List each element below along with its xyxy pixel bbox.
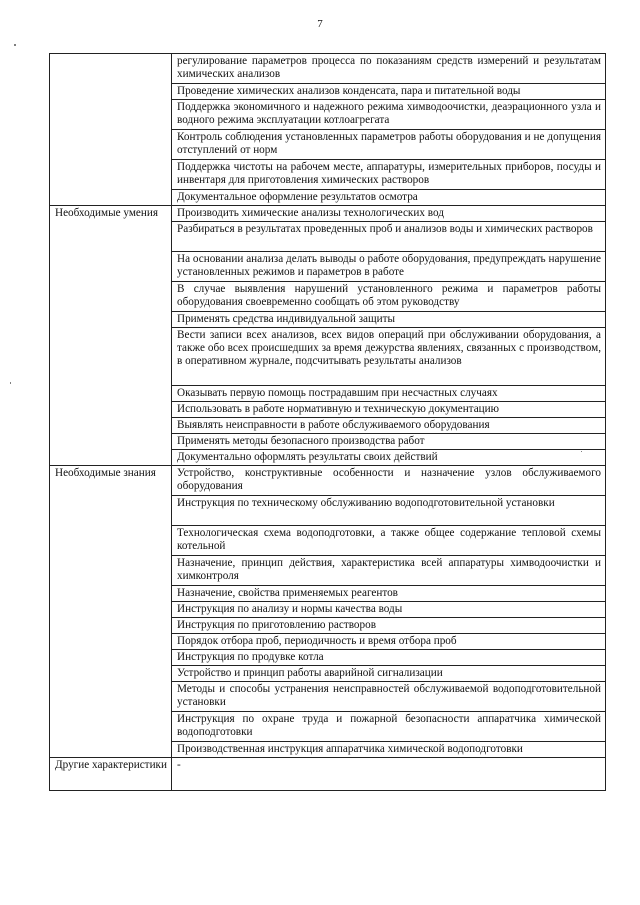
scan-speck xyxy=(10,382,11,384)
scan-speck xyxy=(14,44,16,46)
section-item: Оказывать первую помощь пострадавшим при несчастных случаях xyxy=(172,386,606,402)
section-item: Устройство и принцип работы аварийной сигнализации xyxy=(172,666,606,682)
section-item: Использовать в работе нормативную и техническую документацию xyxy=(172,402,606,418)
section-item: Вести записи всех анализов, всех видов операций при обслуживании оборудования, а также обо всех происшедших за время дежурства явлениях, связанных с производством, в оперативном журнале, подсчитывать результаты анализов xyxy=(172,328,606,386)
section-item: Инструкция по охране труда и пожарной безопасности аппаратчика химической водоподготовки xyxy=(172,712,606,742)
section-label: Необходимые умения xyxy=(50,206,172,466)
section-label: Другие характеристики xyxy=(50,758,172,791)
section-item: Документально оформлять результаты своих действий xyxy=(172,450,606,466)
section-item: - xyxy=(172,758,606,791)
section-item: Назначение, принцип действия, характеристика всей аппаратуры химводоочистки и химконтроля xyxy=(172,556,606,586)
section-item: Применять средства индивидуальной защиты xyxy=(172,312,606,328)
section-item: Производственная инструкция аппаратчика химической водоподготовки xyxy=(172,742,606,758)
section-label xyxy=(50,54,172,206)
section-item: Поддержка чистоты на рабочем месте, аппаратуры, измерительных приборов, посуды и инвентаря для приготовления химических растворов xyxy=(172,160,606,190)
section-item: Инструкция по техническому обслуживанию водоподготовительной установки xyxy=(172,496,606,526)
section-item: На основании анализа делать выводы о работе оборудования, предупреждать нарушение установленных режимов и параметров в работе xyxy=(172,252,606,282)
section-item: Проведение химических анализов конденсата, пара и питательной воды xyxy=(172,84,606,100)
table-row xyxy=(50,206,606,222)
table-row xyxy=(50,466,606,496)
section-item: Документальное оформление результатов осмотра xyxy=(172,190,606,206)
section-item: Поддержка экономичного и надежного режима химводоочистки, деаэрационного узла и водного режима эксплуатации котлоагрегата xyxy=(172,100,606,130)
section-item: Инструкция по продувке котла xyxy=(172,650,606,666)
section-item: Применять методы безопасного производства работ xyxy=(172,434,606,450)
section-item: Разбираться в результатах проведенных проб и анализов воды и химических растворов xyxy=(172,222,606,252)
section-item: Методы и способы устранения неисправностей обслуживаемой водоподготовительной установки xyxy=(172,682,606,712)
page-number: 7 xyxy=(317,18,323,30)
section-item: Инструкция по анализу и нормы качества воды xyxy=(172,602,606,618)
section-item: Порядок отбора проб, периодичность и время отбора проб xyxy=(172,634,606,650)
section-item: Производить химические анализы технологических вод xyxy=(172,206,606,222)
competency-table-body xyxy=(50,54,606,791)
section-item: Выявлять неисправности в работе обслуживаемого оборудования xyxy=(172,418,606,434)
section-item: Назначение, свойства применяемых реагентов xyxy=(172,586,606,602)
section-item: В случае выявления нарушений установленного режима и параметров работы оборудования своевременно сообщать об этом руководству xyxy=(172,282,606,312)
section-item: Контроль соблюдения установленных параметров работы оборудования и не допущения отступлений от норм xyxy=(172,130,606,160)
competency-table xyxy=(49,53,606,791)
table-row xyxy=(50,54,606,84)
section-item: регулирование параметров процесса по показаниям средств измерений и результатам химических анализов xyxy=(172,54,606,84)
section-item: Устройство, конструктивные особенности и назначение узлов обслуживаемого оборудования xyxy=(172,466,606,496)
scan-speck xyxy=(581,451,582,452)
section-item: Технологическая схема водоподготовки, а также общее содержание тепловой схемы котельной xyxy=(172,526,606,556)
table-row xyxy=(50,758,606,791)
section-label: Необходимые знания xyxy=(50,466,172,758)
section-item: Инструкция по приготовлению растворов xyxy=(172,618,606,634)
